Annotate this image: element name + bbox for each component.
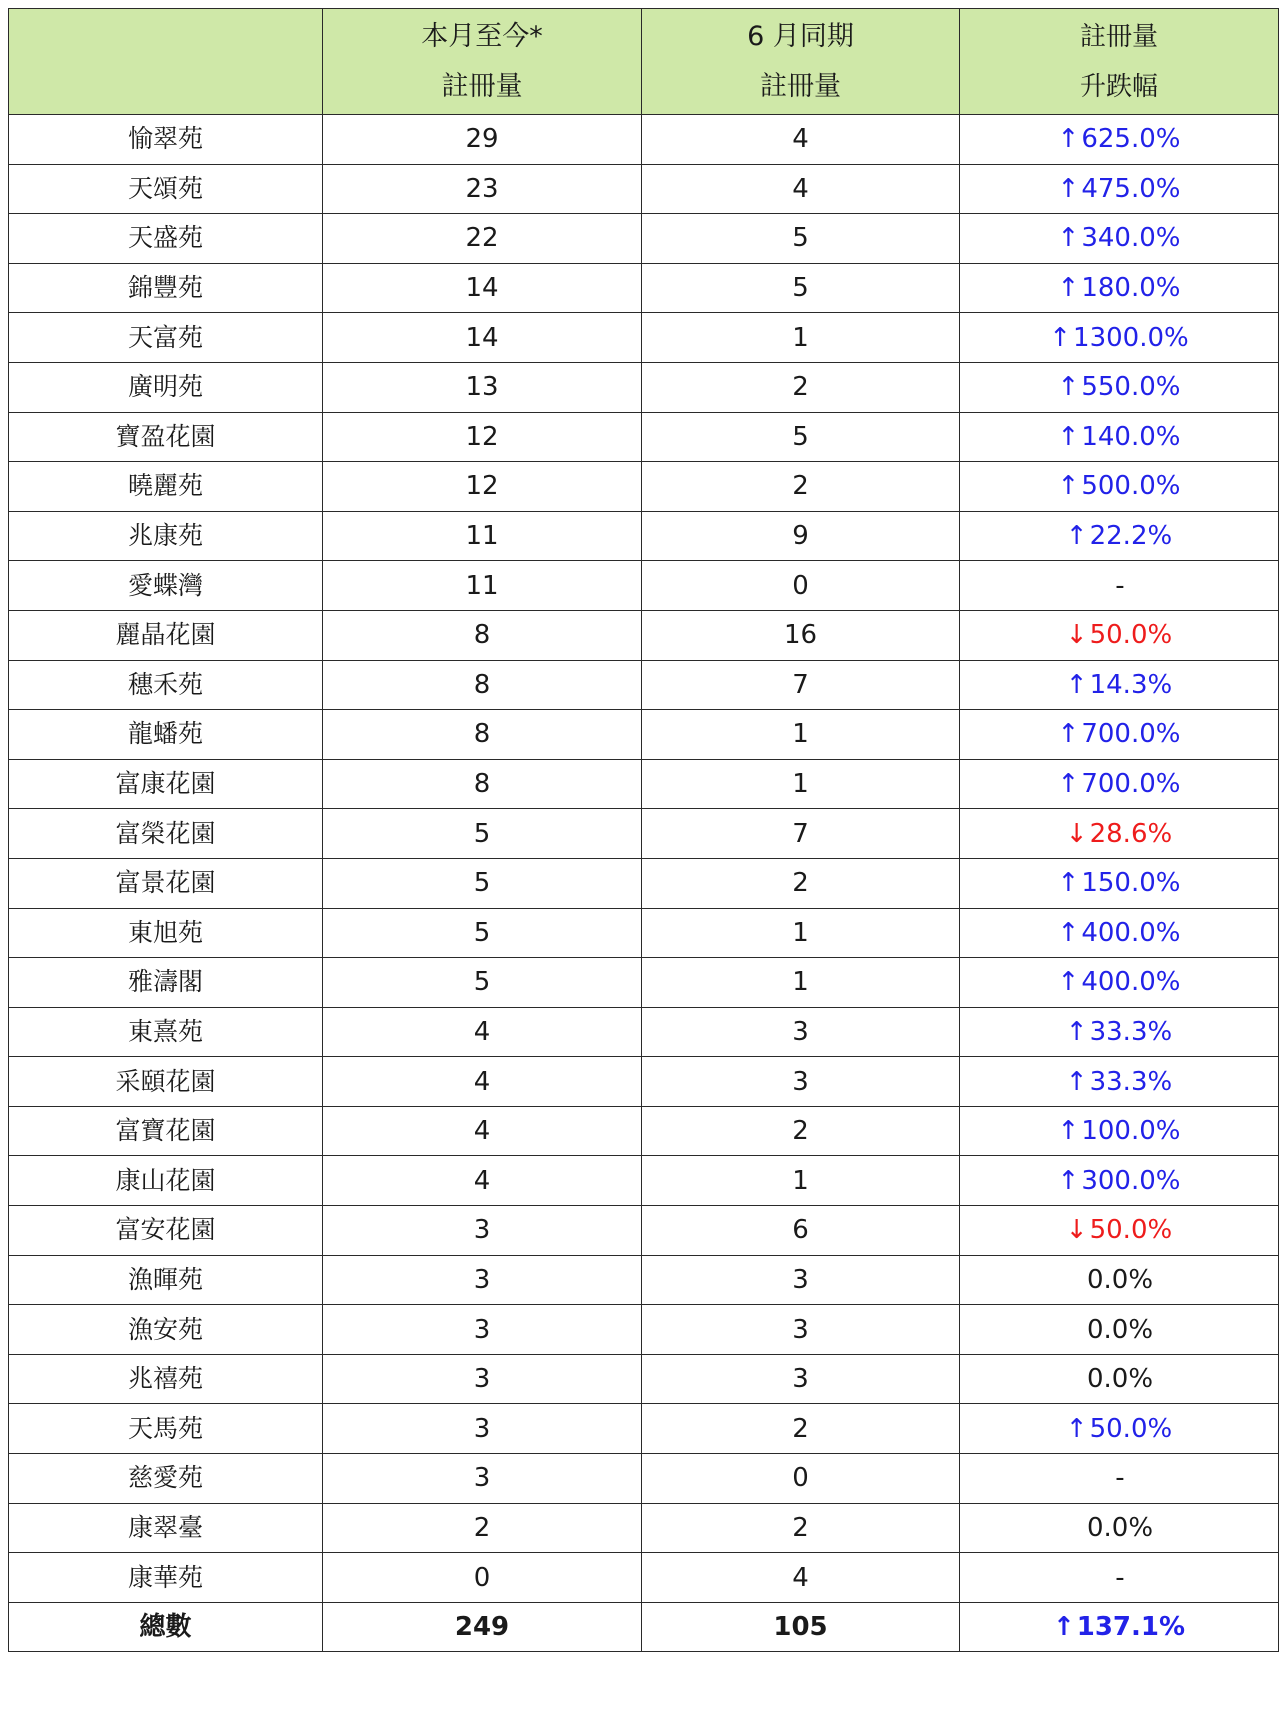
previous-count: 4 [642,164,960,214]
change-value: - [1115,570,1125,601]
table-row [9,462,1279,512]
total-previous: 105 [642,1602,960,1652]
arrow-up-icon: ↑ [1057,1116,1080,1147]
header-estate [9,9,323,115]
estate-name: 天盛苑 [9,214,323,264]
change-percent [960,263,1279,313]
change-percent [960,313,1279,363]
previous-count: 4 [642,1553,960,1603]
current-count: 5 [323,908,642,958]
registration-table [8,8,1279,1652]
previous-count: 0 [642,1454,960,1504]
change-value: 22.2% [1089,521,1173,552]
arrow-up-icon: ↑ [1057,967,1080,998]
previous-count: 3 [642,1007,960,1057]
change-percent [960,759,1279,809]
table-row [9,1156,1279,1206]
previous-count: 2 [642,362,960,412]
change-percent [960,1404,1279,1454]
change-percent [960,115,1279,165]
change-value: 340.0% [1081,223,1181,254]
change-value: 550.0% [1081,372,1181,403]
change-percent [960,660,1279,710]
previous-count: 3 [642,1305,960,1355]
change-value: 14.3% [1089,669,1173,700]
table-row [9,1454,1279,1504]
table-row [9,908,1279,958]
change-percent [960,511,1279,561]
estate-name: 穗禾苑 [9,660,323,710]
current-count: 3 [323,1255,642,1305]
change-percent [960,710,1279,760]
current-count: 12 [323,462,642,512]
header-current-month-line2: 註冊量 [441,70,523,102]
change-value: 100.0% [1081,1116,1181,1147]
change-percent [960,809,1279,859]
previous-count: 3 [642,1354,960,1404]
estate-name: 漁安苑 [9,1305,323,1355]
previous-count: 7 [642,660,960,710]
header-change-line2: 升跌幅 [1079,71,1158,102]
change-percent [960,362,1279,412]
estate-name: 愛蝶灣 [9,561,323,611]
current-count: 2 [323,1503,642,1553]
change-value: 137.1% [1076,1612,1186,1643]
change-percent [960,1106,1279,1156]
change-percent [960,1255,1279,1305]
arrow-up-icon: ↑ [1057,372,1080,403]
table-row [9,1354,1279,1404]
change-value: - [1115,1463,1125,1494]
change-value: 28.6% [1089,818,1173,849]
change-value: 1300.0% [1073,322,1189,353]
header-current-month [323,9,642,115]
table-row [9,1106,1279,1156]
change-percent [960,1007,1279,1057]
arrow-up-icon: ↑ [1057,273,1080,304]
change-value: 0.0% [1086,1364,1154,1395]
previous-count: 6 [642,1206,960,1256]
arrow-up-icon: ↑ [1065,1066,1088,1097]
estate-name: 富寶花園 [9,1106,323,1156]
change-value: 140.0% [1081,421,1181,452]
estate-name: 兆禧苑 [9,1354,323,1404]
previous-count: 4 [642,115,960,165]
change-percent [960,1503,1279,1553]
change-value: 50.0% [1089,1215,1173,1246]
estate-name: 寶盈花園 [9,412,323,462]
table-row [9,1305,1279,1355]
change-percent [960,958,1279,1008]
table-row [9,1553,1279,1603]
header-previous-month-line2: 註冊量 [760,70,841,102]
current-count: 4 [323,1007,642,1057]
change-percent [960,214,1279,264]
table-row [9,313,1279,363]
header-change [960,9,1279,115]
table-row [9,1007,1279,1057]
previous-count: 7 [642,809,960,859]
total-change [960,1602,1279,1652]
current-count: 3 [323,1454,642,1504]
previous-count: 0 [642,561,960,611]
table-row [9,1404,1279,1454]
arrow-up-icon: ↑ [1065,521,1088,552]
table-row [9,164,1279,214]
previous-count: 2 [642,462,960,512]
change-percent [960,561,1279,611]
arrow-up-icon: ↑ [1057,421,1080,452]
table-row [9,660,1279,710]
change-percent [960,1454,1279,1504]
current-count: 5 [323,858,642,908]
change-value: 625.0% [1081,124,1181,155]
estate-name: 富安花園 [9,1206,323,1256]
estate-name: 愉翠苑 [9,115,323,165]
estate-name: 曉麗苑 [9,462,323,512]
table-row [9,1057,1279,1107]
current-count: 4 [323,1156,642,1206]
arrow-up-icon: ↑ [1057,223,1080,254]
previous-count: 1 [642,1156,960,1206]
previous-count: 1 [642,313,960,363]
current-count: 23 [323,164,642,214]
change-value: 33.3% [1089,1066,1173,1097]
change-value: 475.0% [1081,173,1181,204]
estate-name: 兆康苑 [9,511,323,561]
change-value: 150.0% [1081,868,1181,899]
estate-name: 麗晶花園 [9,610,323,660]
header-row [9,9,1279,115]
arrow-up-icon: ↑ [1057,917,1080,948]
current-count: 8 [323,610,642,660]
previous-count: 5 [642,214,960,264]
change-value: 50.0% [1089,1413,1173,1444]
arrow-up-icon: ↑ [1065,1413,1088,1444]
previous-count: 9 [642,511,960,561]
change-value: - [1115,1562,1125,1593]
current-count: 4 [323,1106,642,1156]
previous-count: 3 [642,1057,960,1107]
previous-count: 2 [642,1503,960,1553]
change-value: 180.0% [1081,273,1181,304]
estate-name: 康華苑 [9,1553,323,1603]
estate-name: 富榮花園 [9,809,323,859]
estate-name: 康山花園 [9,1156,323,1206]
table-row [9,362,1279,412]
arrow-up-icon: ↑ [1057,471,1080,502]
previous-count: 1 [642,958,960,1008]
current-count: 11 [323,561,642,611]
current-count: 8 [323,759,642,809]
current-count: 12 [323,412,642,462]
estate-name: 錦豐苑 [9,263,323,313]
current-count: 29 [323,115,642,165]
previous-count: 1 [642,759,960,809]
estate-name: 廣明苑 [9,362,323,412]
estate-name: 慈愛苑 [9,1454,323,1504]
change-percent [960,1156,1279,1206]
total-row [9,1602,1279,1652]
change-percent [960,908,1279,958]
change-percent [960,1553,1279,1603]
current-count: 3 [323,1305,642,1355]
change-percent [960,858,1279,908]
arrow-up-icon: ↑ [1065,669,1088,700]
previous-count: 5 [642,412,960,462]
header-change-line1: 註冊量 [1079,21,1158,52]
current-count: 13 [323,362,642,412]
table-row [9,759,1279,809]
arrow-down-icon: ↓ [1065,620,1088,651]
table-row [9,809,1279,859]
change-value: 400.0% [1081,967,1181,998]
header-previous-month [642,9,960,115]
arrow-up-icon: ↑ [1057,1165,1080,1196]
current-count: 0 [323,1553,642,1603]
table-row [9,958,1279,1008]
change-value: 700.0% [1081,719,1181,750]
estate-name: 東旭苑 [9,908,323,958]
change-value: 33.3% [1089,1016,1173,1047]
change-value: 0.0% [1086,1314,1154,1345]
change-value: 500.0% [1081,471,1181,502]
arrow-up-icon: ↑ [1057,868,1080,899]
table-row [9,1255,1279,1305]
change-percent [960,1305,1279,1355]
arrow-up-icon: ↑ [1049,322,1072,353]
estate-name: 富康花園 [9,759,323,809]
estate-name: 東熹苑 [9,1007,323,1057]
change-percent [960,1057,1279,1107]
current-count: 3 [323,1404,642,1454]
table-row [9,214,1279,264]
total-current: 249 [323,1602,642,1652]
previous-count: 1 [642,710,960,760]
current-count: 5 [323,809,642,859]
estate-name: 采頤花園 [9,1057,323,1107]
previous-count: 2 [642,1106,960,1156]
previous-count: 2 [642,1404,960,1454]
arrow-up-icon: ↑ [1057,173,1080,204]
previous-count: 1 [642,908,960,958]
estate-name: 龍蟠苑 [9,710,323,760]
change-percent [960,462,1279,512]
current-count: 14 [323,313,642,363]
change-percent [960,164,1279,214]
arrow-up-icon: ↑ [1057,769,1080,800]
table-row [9,1503,1279,1553]
current-count: 8 [323,710,642,760]
current-count: 14 [323,263,642,313]
arrow-up-icon: ↑ [1057,124,1080,155]
table-row [9,263,1279,313]
header-current-month-line1: 本月至今* [421,20,543,52]
table-row [9,610,1279,660]
table-body [9,115,1279,1652]
previous-count: 3 [642,1255,960,1305]
arrow-up-icon: ↑ [1057,719,1080,750]
estate-name: 漁暉苑 [9,1255,323,1305]
table-row [9,511,1279,561]
arrow-down-icon: ↓ [1065,1215,1088,1246]
current-count: 22 [323,214,642,264]
change-value: 50.0% [1089,620,1173,651]
change-percent [960,1354,1279,1404]
change-value: 400.0% [1081,917,1181,948]
current-count: 4 [323,1057,642,1107]
estate-name: 富景花園 [9,858,323,908]
arrow-down-icon: ↓ [1065,818,1088,849]
previous-count: 2 [642,858,960,908]
previous-count: 5 [642,263,960,313]
table-row [9,1206,1279,1256]
estate-name: 雅濤閣 [9,958,323,1008]
change-value: 0.0% [1086,1512,1154,1543]
current-count: 11 [323,511,642,561]
estate-name: 天富苑 [9,313,323,363]
arrow-up-icon: ↑ [1065,1016,1088,1047]
arrow-up-icon: ↑ [1052,1612,1075,1643]
estate-name: 康翠臺 [9,1503,323,1553]
header-previous-month-line1: 6 月同期 [747,20,854,52]
table-row [9,412,1279,462]
table-row [9,710,1279,760]
table-row [9,858,1279,908]
estate-name: 天頌苑 [9,164,323,214]
current-count: 3 [323,1206,642,1256]
current-count: 3 [323,1354,642,1404]
change-percent [960,1206,1279,1256]
change-value: 300.0% [1081,1165,1181,1196]
previous-count: 16 [642,610,960,660]
total-label: 總數 [9,1602,323,1652]
estate-name: 天馬苑 [9,1404,323,1454]
table-header [9,9,1279,115]
change-percent [960,610,1279,660]
current-count: 5 [323,958,642,1008]
change-value: 700.0% [1081,769,1181,800]
table-row [9,561,1279,611]
current-count: 8 [323,660,642,710]
change-percent [960,412,1279,462]
table-row [9,115,1279,165]
change-value: 0.0% [1086,1264,1154,1295]
